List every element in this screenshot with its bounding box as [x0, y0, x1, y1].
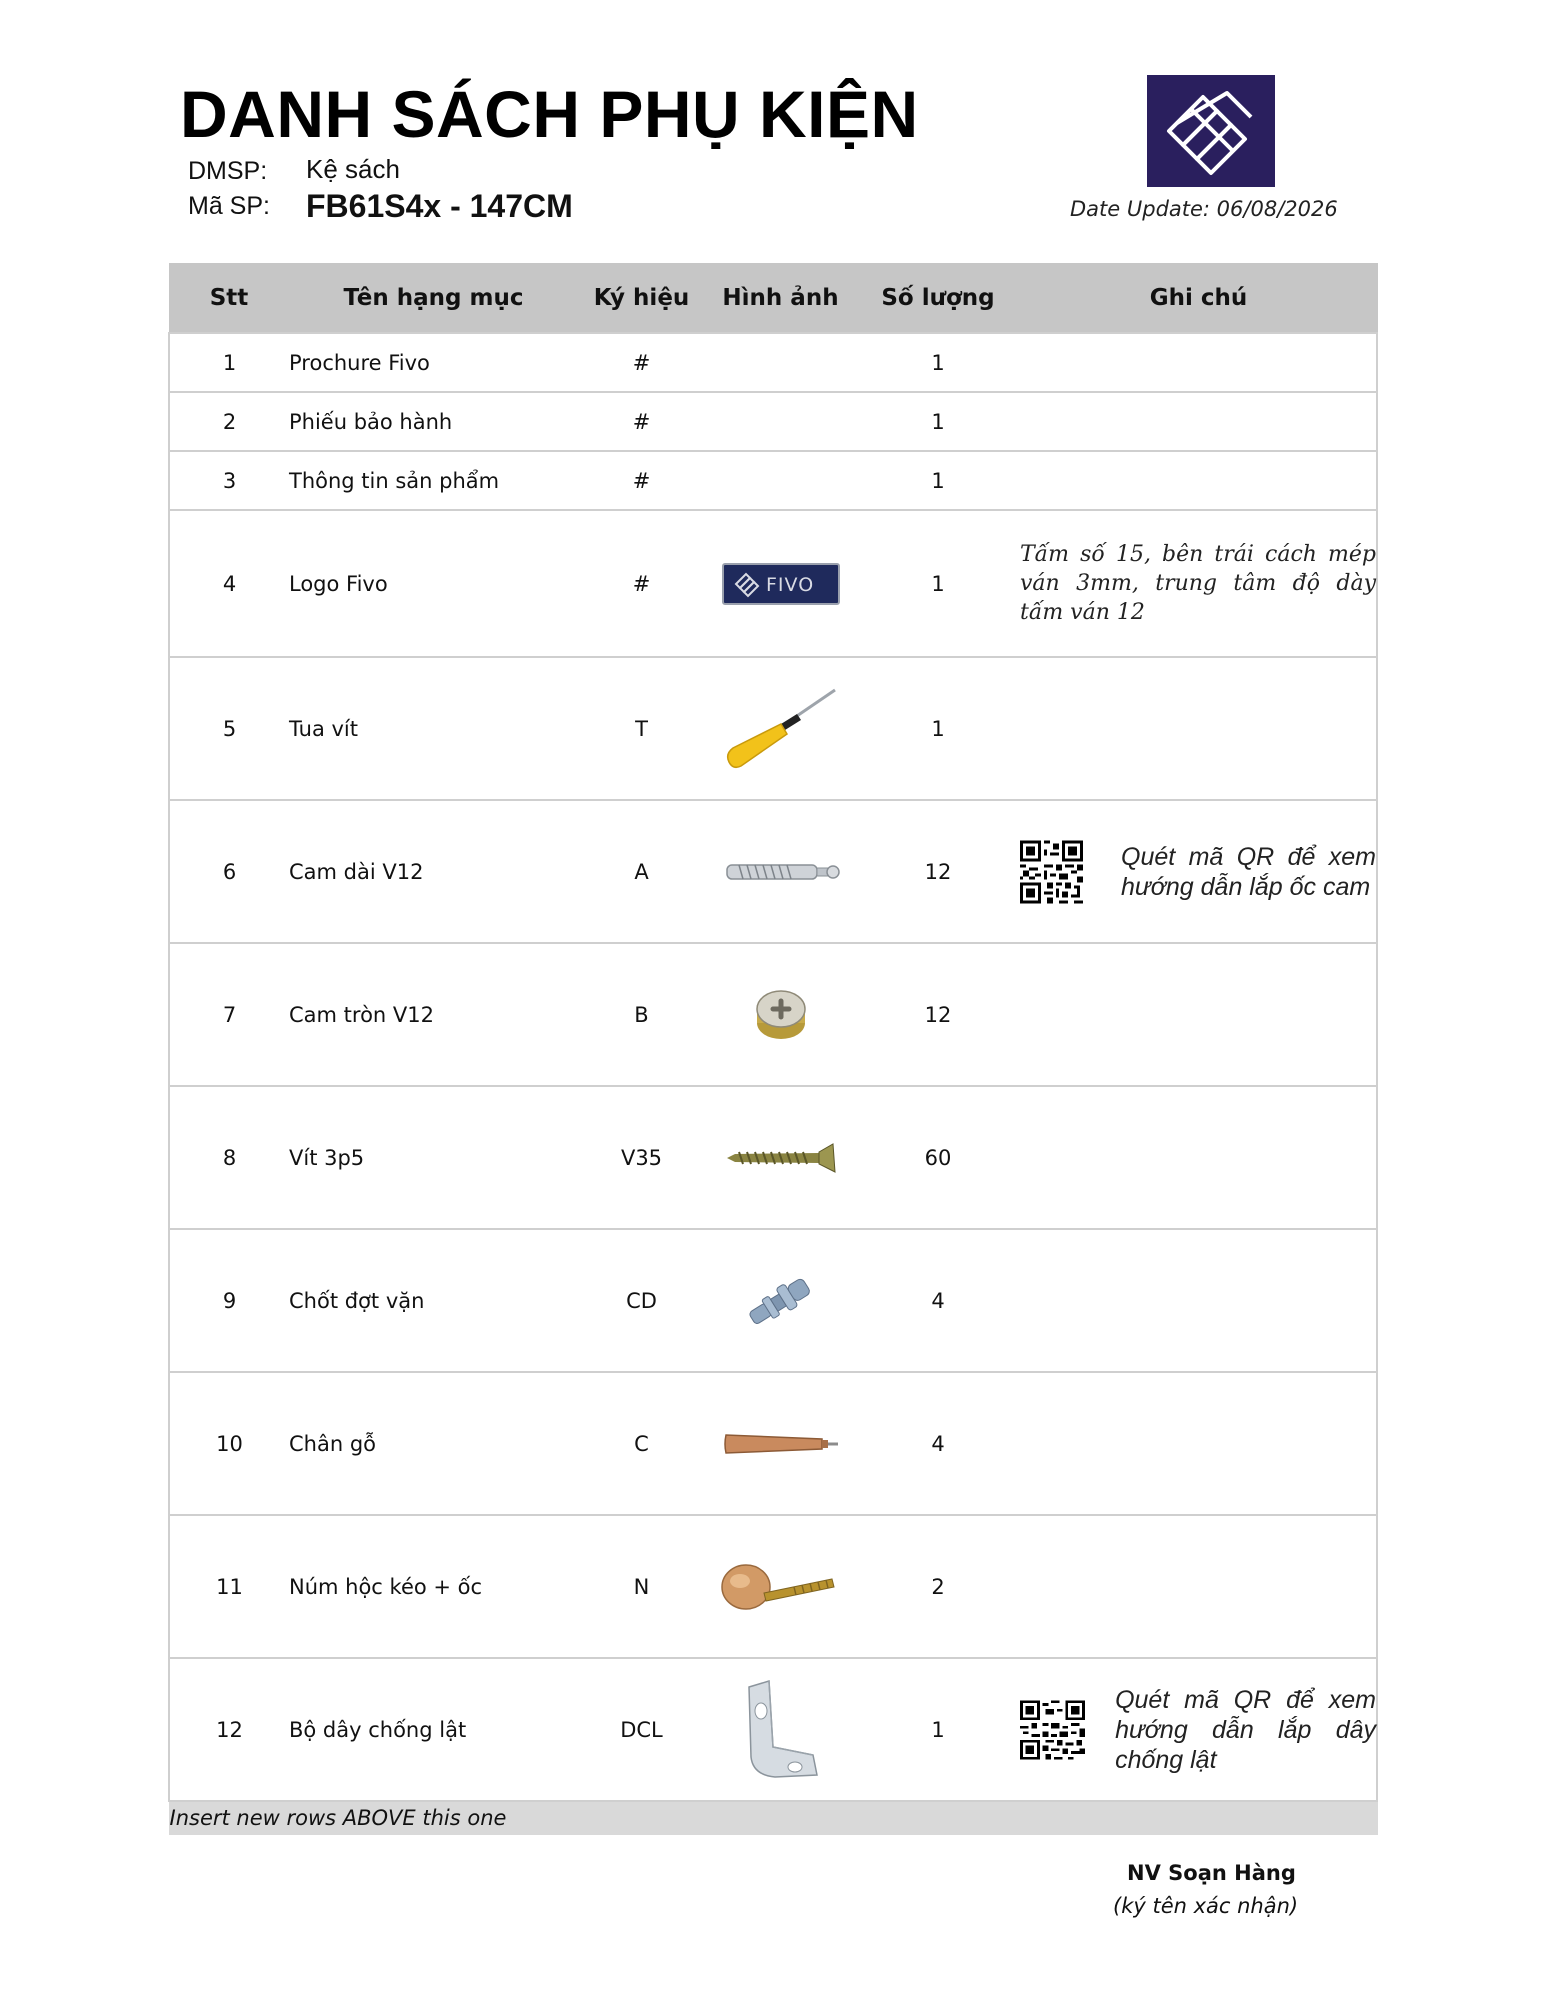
table-row [169, 943, 1377, 1086]
row-stt: 6 [169, 800, 289, 943]
long-cam-bolt-icon [721, 852, 841, 892]
row-note [1020, 510, 1377, 657]
row-name: Chốt đợt vặn [289, 1229, 578, 1372]
accessory-table [168, 263, 1378, 1835]
row-symbol: # [578, 451, 705, 510]
row-symbol: B [578, 943, 705, 1086]
table-row [169, 1086, 1377, 1229]
row-image [705, 1372, 856, 1515]
column-header-note: Ghi chú [1020, 264, 1377, 334]
product-code-label: Mã SP: [188, 192, 270, 220]
row-stt: 1 [169, 333, 289, 392]
row-image [705, 1658, 856, 1801]
row-stt: 3 [169, 451, 289, 510]
row-image [705, 800, 856, 943]
row-stt: 10 [169, 1372, 289, 1515]
table-row [169, 1658, 1377, 1801]
row-quantity: 1 [856, 392, 1020, 451]
row-quantity: 1 [856, 510, 1020, 657]
row-image [705, 943, 856, 1086]
row-stt: 4 [169, 510, 289, 657]
table-row [169, 333, 1377, 392]
fivo-logo-badge [722, 563, 840, 605]
row-quantity: 4 [856, 1229, 1020, 1372]
row-stt: 8 [169, 1086, 289, 1229]
table-row [169, 392, 1377, 451]
row-name: Logo Fivo [289, 510, 578, 657]
table-header-row [169, 264, 1377, 334]
row-image [705, 510, 856, 657]
stripes-logo-icon [1147, 75, 1275, 187]
row-note [1020, 1658, 1377, 1801]
row-note [1020, 1086, 1377, 1229]
signer-title: NV Soạn Hàng [1127, 1861, 1296, 1885]
row-quantity: 12 [856, 943, 1020, 1086]
page-title: DANH SÁCH PHỤ KIỆN [180, 77, 919, 151]
table-row [169, 657, 1377, 800]
screwdriver-icon [721, 684, 841, 774]
row-name: Bộ dây chống lật [289, 1658, 578, 1801]
row-symbol: N [578, 1515, 705, 1658]
table-row [169, 510, 1377, 657]
row-name: Thông tin sản phẩm [289, 451, 578, 510]
row-image [705, 1086, 856, 1229]
row-image [705, 451, 856, 510]
row-symbol: # [578, 510, 705, 657]
row-quantity: 4 [856, 1372, 1020, 1515]
row-stt: 5 [169, 657, 289, 800]
drawer-knob-icon [720, 1557, 842, 1617]
insert-rows-note: Insert new rows ABOVE this one [169, 1801, 1377, 1835]
row-note [1020, 451, 1377, 510]
table-row [169, 1372, 1377, 1515]
date-update: Date Update: 06/08/2026 [1070, 197, 1338, 221]
column-header-symbol: Ký hiệu [578, 264, 705, 334]
row-name: Núm hộc kéo + ốc [289, 1515, 578, 1658]
row-image [705, 657, 856, 800]
row-name: Prochure Fivo [289, 333, 578, 392]
row-quantity: 1 [856, 333, 1020, 392]
qr-code-icon[interactable] [1020, 1668, 1085, 1792]
qr-instruction-text: Quét mã QR để xem hướng dẫn lắp ốc cam [1121, 842, 1376, 901]
row-symbol: C [578, 1372, 705, 1515]
row-quantity: 60 [856, 1086, 1020, 1229]
row-name: Chân gỗ [289, 1372, 578, 1515]
row-note [1020, 392, 1377, 451]
company-logo [1147, 75, 1275, 187]
row-note [1020, 800, 1377, 943]
table-row [169, 1229, 1377, 1372]
product-code-value: FB61S4x - 147CM [306, 188, 573, 224]
qr-code-icon[interactable] [1020, 812, 1083, 932]
row-quantity: 12 [856, 800, 1020, 943]
row-name: Phiếu bảo hành [289, 392, 578, 451]
row-note [1020, 943, 1377, 1086]
row-symbol: # [578, 392, 705, 451]
row-stt: 9 [169, 1229, 289, 1372]
row-symbol: CD [578, 1229, 705, 1372]
row-name: Tua vít [289, 657, 578, 800]
anti-tip-bracket-icon [739, 1677, 823, 1783]
row-symbol: # [578, 333, 705, 392]
row-stt: 12 [169, 1658, 289, 1801]
row-note [1020, 333, 1377, 392]
category-label: DMSP: [188, 157, 268, 185]
row-symbol: DCL [578, 1658, 705, 1801]
row-image [705, 392, 856, 451]
column-header-image: Hình ảnh [705, 264, 856, 334]
row-symbol: V35 [578, 1086, 705, 1229]
category-value: Kệ sách [306, 154, 400, 184]
row-stt: 7 [169, 943, 289, 1086]
row-quantity: 1 [856, 451, 1020, 510]
row-stt: 2 [169, 392, 289, 451]
row-quantity: 2 [856, 1515, 1020, 1658]
row-stt: 11 [169, 1515, 289, 1658]
shelf-pin-icon [741, 1268, 821, 1334]
column-header-stt: Stt [169, 264, 289, 334]
row-note [1020, 1372, 1377, 1515]
signer-note: (ký tên xác nhận) [1113, 1894, 1299, 1918]
table-row [169, 1515, 1377, 1658]
row-name: Vít 3p5 [289, 1086, 578, 1229]
qr-instruction-text: Quét mã QR để xem hướng dẫn lắp dây chống lật [1115, 1685, 1376, 1774]
wooden-leg-icon [722, 1427, 840, 1461]
row-symbol: A [578, 800, 705, 943]
wood-screw-icon [723, 1140, 839, 1176]
row-quantity: 1 [856, 657, 1020, 800]
row-quantity: 1 [856, 1658, 1020, 1801]
row-note [1020, 657, 1377, 800]
table-footer-row [169, 1801, 1377, 1835]
note-text: Tấm số 15, bên trái cách mép ván 3mm, trung tâm độ dày tấm ván 12 [1020, 542, 1376, 625]
row-image [705, 333, 856, 392]
fivo-logo-text: FIVO [765, 573, 814, 596]
column-header-name: Tên hạng mục [289, 264, 578, 334]
row-symbol: T [578, 657, 705, 800]
row-note [1020, 1229, 1377, 1372]
row-note [1020, 1515, 1377, 1658]
round-cam-lock-icon [751, 985, 811, 1045]
row-name: Cam tròn V12 [289, 943, 578, 1086]
row-image [705, 1229, 856, 1372]
table-row [169, 451, 1377, 510]
table-row [169, 800, 1377, 943]
column-header-quantity: Số lượng [856, 264, 1020, 334]
row-image [705, 1515, 856, 1658]
row-name: Cam dài V12 [289, 800, 578, 943]
